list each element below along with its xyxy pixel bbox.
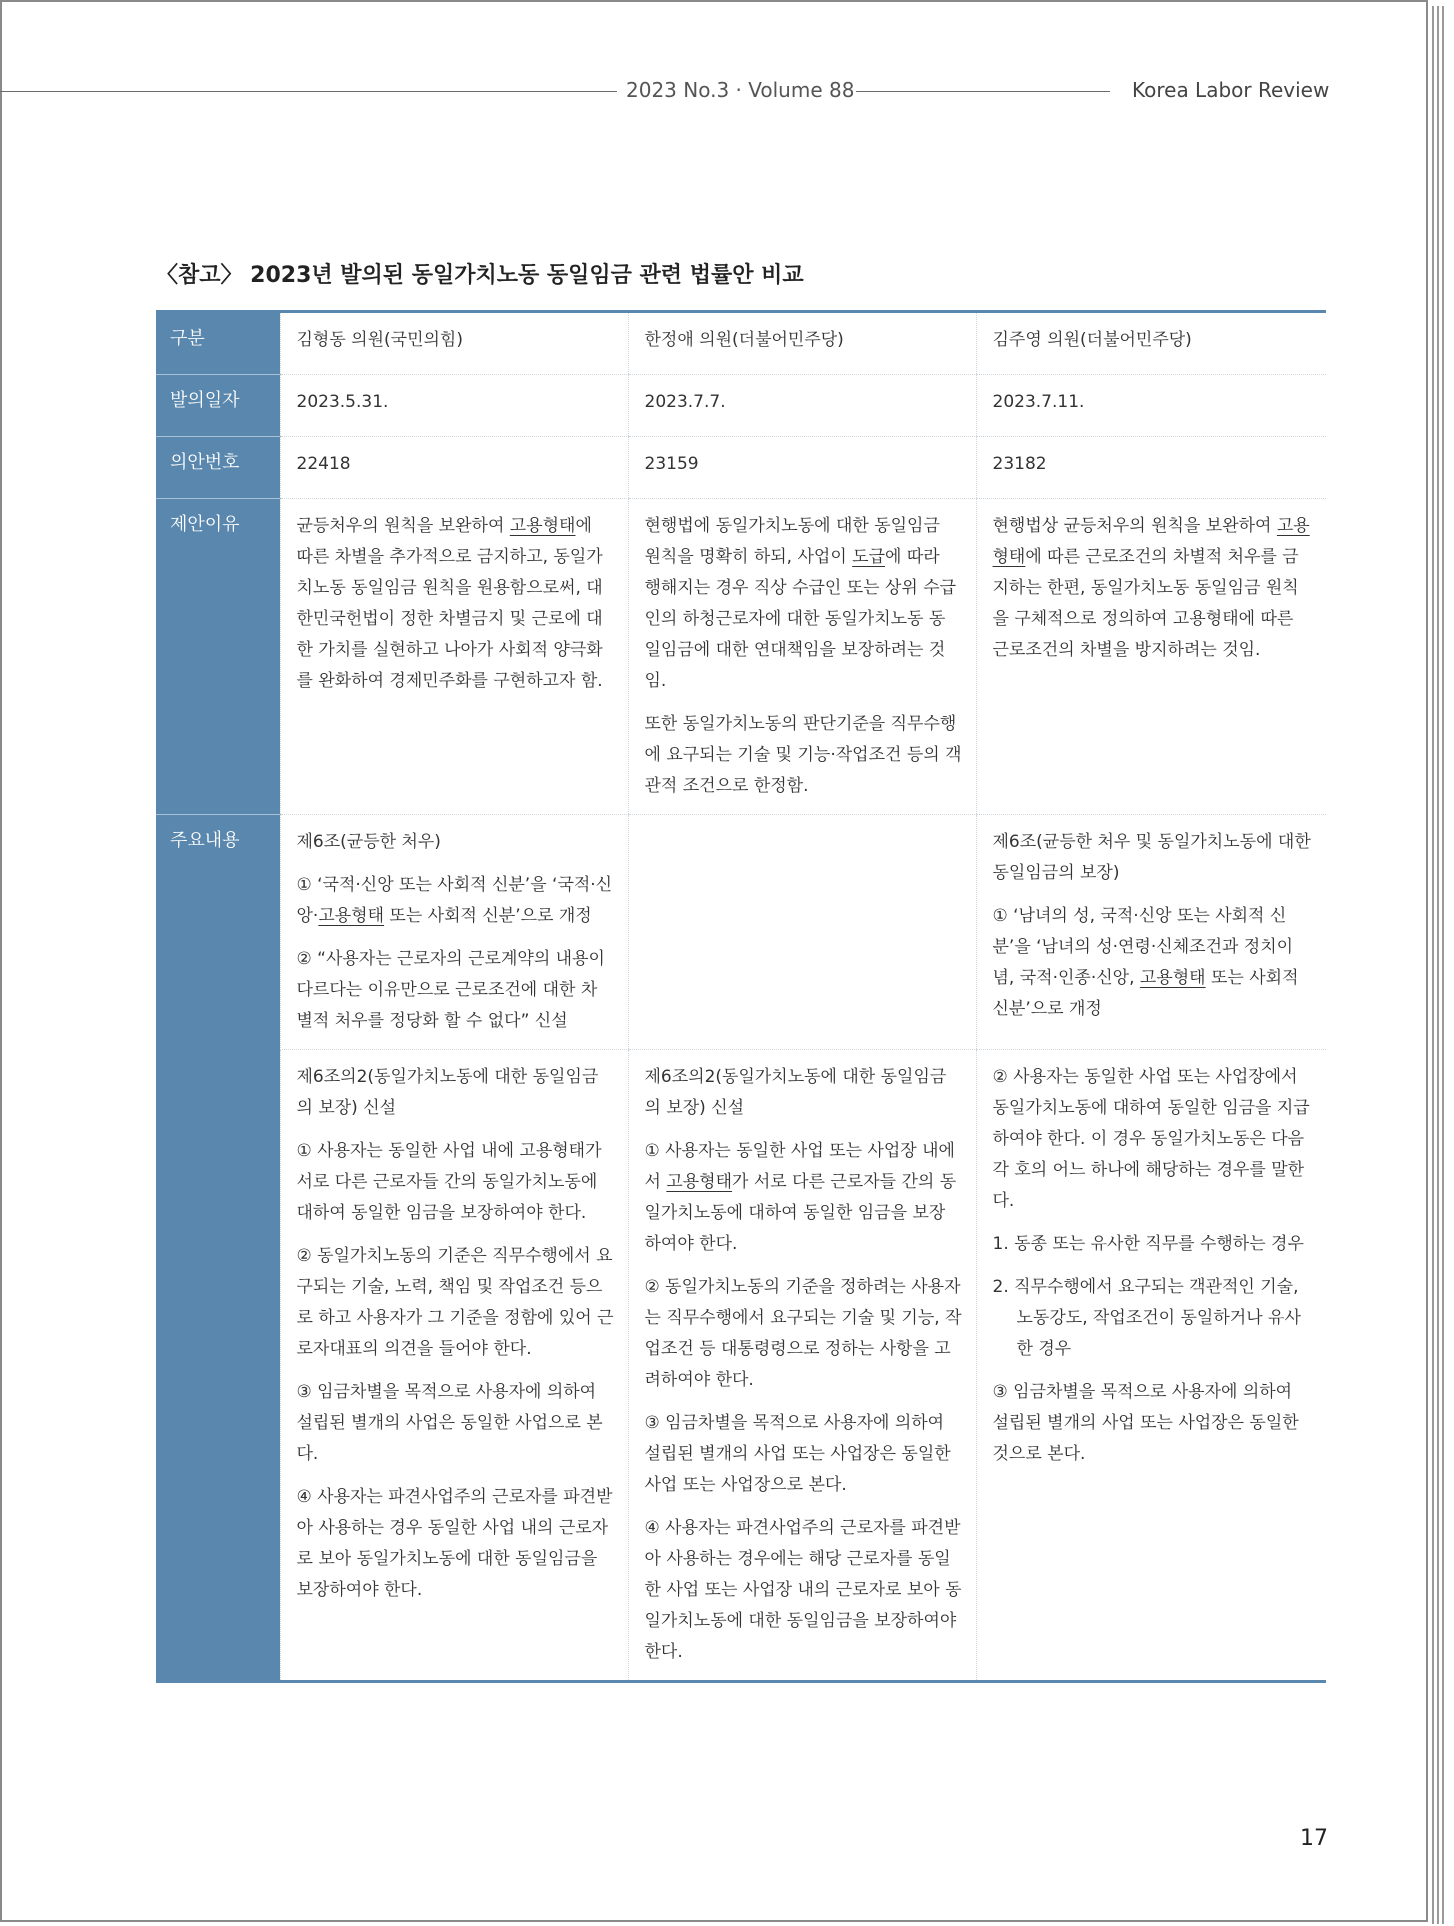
text-run: 에 따라 행해지는 경우 직상 수급인 또는 상위 수급인의 하청근로자에 대한 동일가치노동 동일임금에 대한 연대책임을 보장하려는 것임. [644,547,957,691]
paragraph: 제6조(균등한 처우 및 동일가치노동에 대한 동일임금의 보장) [992,832,1311,883]
row-header: 의안번호 [156,437,280,499]
paragraph: 제6조의2(동일가치노동에 대한 동일임금의 보장) 신설 [296,1067,599,1118]
page-edge [1432,6,1434,1924]
paragraph: ③ 임금차별을 목적으로 사용자에 의하여 설립된 별개의 사업 또는 사업장은 동일한 것으로 본다. [992,1382,1299,1464]
text-run: 또는 사회적 신분’으로 개정 [384,906,592,926]
table-cell: 김주영 의원(더불어민주당) [976,312,1326,375]
underlined-term: 도급 [852,547,886,567]
row-header: 구분 [156,312,280,375]
table-cell [280,1050,628,1682]
text-run: 에 따른 근로조건의 차별적 처우를 금지하는 한편, 동일가치노동 동일임금 원칙을 구체적으로 정의하여 고용형태에 따른 근로조건의 차별을 방지하려는 것임. [992,547,1299,660]
row-header: 주요내용 [156,815,280,1050]
page-edge [1437,6,1439,1924]
paragraph [645,511,962,697]
table-cell: 22418 [280,437,628,499]
text-run: ① ‘국적·신앙 또는 사회적 신분’을 ‘국적·신앙· [296,875,613,926]
table-cell [976,815,1326,1050]
paragraph: ① 사용자는 동일한 사업 내에 고용형태가 서로 다른 근로자들 간의 동일가치노동에 대하여 동일한 임금을 보장하여야 한다. [296,1141,602,1223]
text-run: 균등처우의 원칙을 보완하여 [296,516,510,536]
table-cell: 김형동 의원(국민의힘) [280,312,628,375]
table-cell [976,1050,1326,1682]
text-run: 현행법에 동일가치노동에 대한 동일임금 원칙을 명확히 하되, 사업이 [644,516,940,567]
table-cell [976,499,1326,815]
table-caption: 〈참고〉 2023년 발의된 동일가치노동 동일임금 관련 법률안 비교 [156,263,804,288]
underlined-term: 고용형태 [509,516,576,536]
table-cell: 23182 [976,437,1326,499]
table-row [156,815,1326,1050]
underlined-term: 고용형태 [992,516,1310,567]
row-header: 발의일자 [156,375,280,437]
page-number: 17 [1300,1826,1328,1851]
table-cell [628,815,976,1050]
text-run: 가 서로 다른 근로자들 간의 동일가치노동에 대하여 동일한 임금을 보장하여야 한다. [644,1172,957,1254]
comparison-table [156,310,1326,1683]
paragraph: ② “사용자는 근로자의 근로계약의 내용이 다르다는 이유만으로 근로조건에 대한 차별적 처우를 정당화 할 수 없다” 신설 [296,949,605,1031]
paragraph: ② 사용자는 동일한 사업 또는 사업장에서 동일가치노동에 대하여 동일한 임금을 지급하여야 한다. 이 경우 동일가치노동은 다음 각 호의 어느 하나에 해당하는 경우를 말한다. [992,1067,1310,1211]
text-run: ① 사용자는 동일한 사업 또는 사업장 내에서 [644,1141,955,1192]
paragraph [297,511,614,697]
paragraph [993,511,1313,666]
table-cell [280,815,628,1050]
underlined-term: 고용형태 [1139,968,1206,988]
table-row [156,1050,1326,1682]
paragraph: 제6조(균등한 처우) [296,832,441,852]
paragraph: 제6조의2(동일가치노동에 대한 동일임금의 보장) 신설 [644,1067,947,1118]
table-cell [628,499,976,815]
paragraph: ③ 임금차별을 목적으로 사용자에 의하여 설립된 별개의 사업 또는 사업장은 동일한 사업 또는 사업장으로 본다. [644,1413,951,1495]
text-run: 에 따른 차별을 추가적으로 금지하고, 동일가치노동 동일임금 원칙을 원용함으로써, 대한민국헌법이 정한 차별금지 및 근로에 대한 가치를 실현하고 나아가 사회적 양극화를 완화하여 경제민주화를 구현하고자 함. [296,516,603,691]
header-rule [0,91,617,92]
table-cell: 2023.5.31. [280,375,628,437]
table-cell: 2023.7.11. [976,375,1326,437]
list-item: 1. 동종 또는 유사한 직무를 수행하는 경우 [992,1234,1304,1254]
header-rule [856,91,1110,92]
table-cell [280,499,628,815]
table-row [156,375,1326,437]
paragraph: ② 동일가치노동의 기준은 직무수행에서 요구되는 기술, 노력, 책임 및 작업조건 등으로 하고 사용자가 그 기준을 정함에 있어 근로자대표의 의견을 들어야 한다. [296,1246,614,1359]
table-row [156,312,1326,375]
header-journal: Korea Labor Review [1132,78,1330,102]
underlined-term: 고용형태 [666,1172,733,1192]
paragraph: ④ 사용자는 파견사업주의 근로자를 파견받아 사용하는 경우에는 해당 근로자를 동일한 사업 또는 사업장 내의 근로자로 보아 동일가치노동에 대한 동일임금을 보장하여야 한다. [644,1518,962,1662]
text-run: 현행법상 균등처우의 원칙을 보완하여 [992,516,1277,536]
table-cell: 23159 [628,437,976,499]
header-issue: 2023 No.3 · Volume 88 [626,78,855,102]
table-cell: 2023.7.7. [628,375,976,437]
paragraph [645,1136,962,1260]
text-run: 또는 사회적 신분’으로 개정 [992,968,1299,1019]
table-cell: 한정애 의원(더불어민주당) [628,312,976,375]
row-header-continued [156,1050,280,1682]
text-run: ① ‘남녀의 성, 국적·신앙 또는 사회적 신분’을 ‘남녀의 성·연령·신체조건과 정치이념, 국적·인종·신앙, [992,906,1294,988]
table-row [156,499,1326,815]
row-header: 제안이유 [156,499,280,815]
page-edge [1442,6,1444,1924]
paragraph: ③ 임금차별을 목적으로 사용자에 의하여 설립된 별개의 사업은 동일한 사업으로 본다. [296,1382,603,1464]
paragraph: ④ 사용자는 파견사업주의 근로자를 파견받아 사용하는 경우 동일한 사업 내의 근로자로 보아 동일가치노동에 대한 동일임금을 보장하여야 한다. [296,1487,613,1600]
table-row [156,437,1326,499]
table-cell [628,1050,976,1682]
paragraph: ② 동일가치노동의 기준을 정하려는 사용자는 직무수행에서 요구되는 기술 및 기능, 작업조건 등 대통령령으로 정하는 사항을 고려하여야 한다. [644,1277,962,1390]
paragraph: 또한 동일가치노동의 판단기준을 직무수행에 요구되는 기술 및 기능·작업조건 등의 객관적 조건으로 한정함. [644,714,962,796]
underlined-term: 고용형태 [318,906,385,926]
paragraph [297,870,614,932]
list-item: 2. 직무수행에서 요구되는 객관적인 기술, 노동강도, 작업조건이 동일하거나 유사한 경우 [992,1277,1301,1359]
paragraph [993,901,1313,1025]
